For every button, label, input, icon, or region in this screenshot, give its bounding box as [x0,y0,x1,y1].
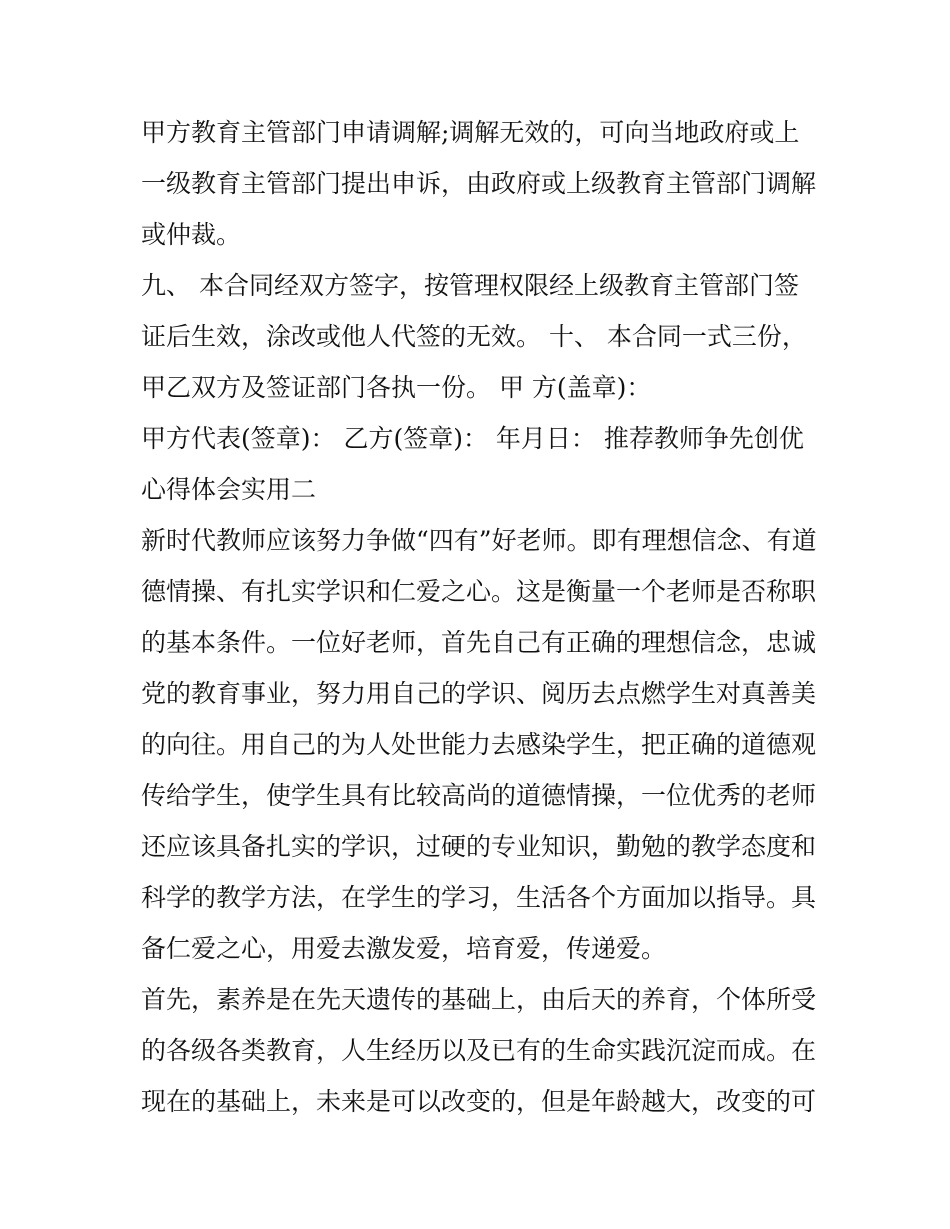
paragraph-contract-clauses [141,260,813,413]
text-line: 甲方教育主管部门申请调解;调解无效的，可向当地政府或上 [141,118,800,147]
paragraph-literacy [141,974,817,1127]
text-line: 德情操、有扎实学识和仁爱之心。这是衡量一个老师是否称职 [141,577,817,606]
document-body [141,107,817,1127]
text-line: 证后生效，涂改或他人代签的无效。 十、 本合同一式三份， [141,322,807,351]
text-line: 现在的基础上，未来是可以改变的，但是年龄越大，改变的可 [141,1087,817,1116]
text-line: 党的教育事业，努力用自己的学识、阅历去点燃学生对真善美 [141,679,817,708]
text-line: 九、 本合同经双方签字，按管理权限经上级教育主管部门签 [141,271,799,300]
text-line: 首先，素养是在先天遗传的基础上，由后天的养育，个体所受 [141,985,817,1014]
text-line: 的向往。用自己的为人处世能力去感染学生，把正确的道德观 [141,730,817,759]
text-line: 还应该具备扎实的学识，过硬的专业知识，勤勉的教学态度和 [141,832,817,861]
text-line: 科学的教学方法，在学生的学习，生活各个方面加以指导。具 [141,883,817,912]
text-line: 新时代教师应该努力争做“四有”好老师。即有理想信念、有道 [141,526,817,555]
text-line: 的各级各类教育，人生经历以及已有的生命实践沉淀而成。在 [141,1036,817,1065]
paragraph-mediation [141,107,817,260]
text-line: 一级教育主管部门提出申诉，由政府或上级教育主管部门调解 [141,169,817,198]
text-line: 甲方代表(签章)： 乙方(签章)： 年月日： 推荐教师争先创优 [141,424,804,453]
paragraph-signatures [141,413,813,515]
text-line: 传给学生，使学生具有比较高尚的道德情操，一位优秀的老师 [141,781,817,810]
text-line: 心得体会实用二 [141,475,317,504]
text-line: 或仲裁。 [141,220,242,249]
text-line: 备仁爱之心，用爱去激发爱，培育爱，传递爱。 [141,934,667,963]
paragraph-four-haves [141,515,817,974]
text-line: 甲乙双方及签证部门各执一份。 甲 方(盖章)： [141,373,652,402]
text-line: 的基本条件。一位好老师，首先自己有正确的理想信念，忠诚 [141,628,817,657]
